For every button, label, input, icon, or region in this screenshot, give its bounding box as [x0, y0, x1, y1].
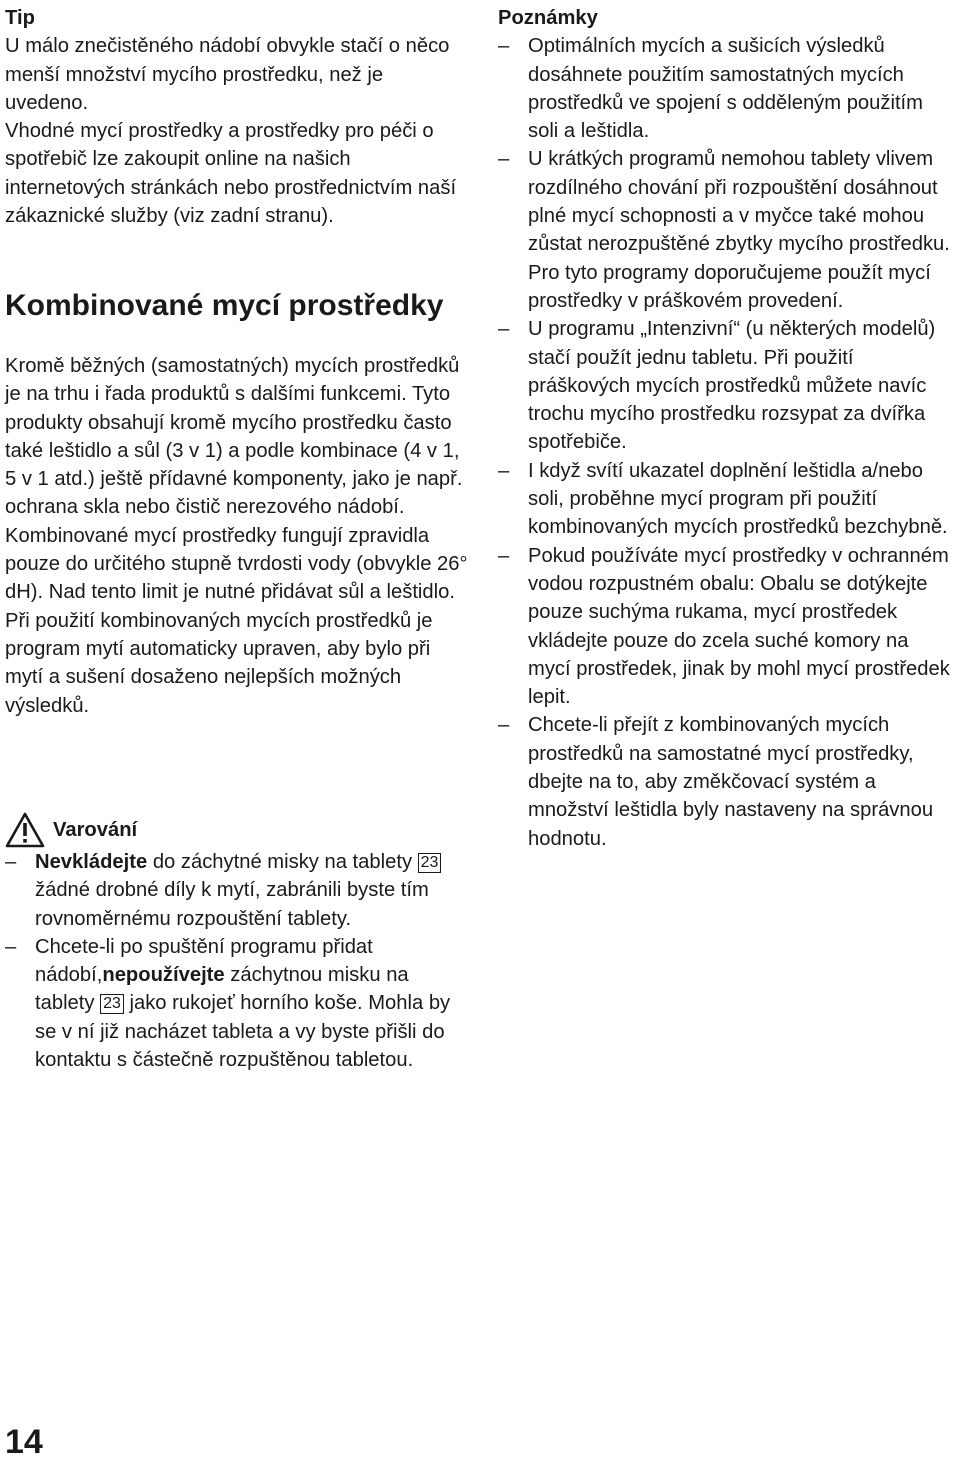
dash-bullet: – [498, 544, 510, 567]
warning-title: Varování [53, 818, 138, 841]
notes-text: I když svítí ukazatel doplnění leštidla a/nebo soli, proběhne mycí program při použití kombinovaných mycích prostředků bezchybně. [528, 459, 948, 539]
notes-text: Pokud používáte mycí prostředky v ochranném vodou rozpustném obalu: Obalu se dotýkejte pouze suchýma rukama, mycí prostředek vkládejte pouze do zcela suché komory na mycí prostředek, jinak by mohl mycí prostředek lepit. [528, 544, 950, 709]
notes-text: U programu „Intenzivní“ (u některých modelů) stačí použít jednu tabletu. Při použití práškových mycích prostředků můžete navíc trochu mycího prostředku rozsypat za dvířka spotřebiče. [528, 318, 936, 454]
warning-triangle-icon [5, 812, 45, 848]
section-heading: Kombinované mycí prostředky [5, 289, 444, 322]
warning-bold-text: nepoužívejte [102, 964, 225, 987]
notes-item [498, 315, 956, 456]
notes-item [498, 457, 956, 542]
dash-bullet: – [498, 318, 510, 341]
dash-bullet: – [5, 851, 17, 873]
notes-text: Chcete-li přejít z kombinovaných mycích prostředků na samostatné mycí prostředky, dbejte na to, aby změkčovací systém a množství leštidla byly nastaveny na správnou hodnotu. [528, 714, 934, 850]
warning-text: záchytnou misku na tablety [35, 964, 409, 1015]
notes-text: U krátkých programů nemohou tablety vlivem rozdílného chování při rozpouštění dosáhnout plné mycí schopnosti a v myčce také mohou zůstat nerozpuštěné zbytky mycího prostředku. Pro tyto programy doporučujeme použít mycí prostředky v práškovém provedení. [528, 148, 950, 312]
section-body-2: Při použití kombinovaných mycích prostředků je program mytí automaticky upraven, aby bylo při mytí a sušení dosaženo nejlepších možných výsledků. [5, 609, 433, 717]
page-number: 14 [5, 1423, 43, 1461]
notes-item [498, 145, 956, 315]
dash-bullet: – [498, 35, 510, 58]
warning-item [5, 848, 470, 933]
notes-item [498, 542, 956, 712]
tip-label: Tip [5, 7, 35, 29]
warning-item [5, 933, 470, 1074]
section-body-block [5, 352, 470, 720]
warning-text: Chcete-li po spuštění programu přidat nádobí, [35, 935, 373, 987]
warning-title-row [5, 812, 470, 848]
left-column [5, 4, 470, 230]
dash-bullet: – [498, 714, 510, 737]
dash-bullet: – [498, 459, 510, 482]
warning-bold-text: Nevkládejte [35, 851, 148, 873]
warning-text: do záchytné misky na tablety [147, 851, 418, 873]
warning-block [5, 812, 470, 1074]
tip-text: U málo znečistěného nádobí obvykle stačí o něco menší množství mycího prostředku, než je uvedeno. Vhodné mycí prostředky a prostředky pro péči o spotřebič lze zakoupit online na našich internetových stránkách nebo prostřednictvím naší zákaznické služby (viz zadní stranu). [5, 35, 457, 228]
notes-item [498, 711, 956, 852]
notes-label: Poznámky [498, 7, 598, 29]
notes-text: Optimálních mycích a sušicích výsledků dosáhnete použitím samostatných mycích prostředků ve spojení s odděleným použitím soli a leštidla. [528, 35, 923, 143]
part-reference-23: 23 [418, 853, 442, 873]
right-column [498, 4, 956, 853]
section-body: Kromě běžných (samostatných) mycích prostředků je na trhu i řada produktů s dalšími funkcemi. Tyto produkty obsahují kromě mycího prostředku často také leštidlo a sůl (3 v 1) a podle kombinace (4 v 1, 5 v 1 atd.) ještě přídavné komponenty, jako je např. ochrana skla nebo čistič nerezového nádobí. Kombinované mycí prostředky fungují zpravidla pouze do určitého stupně tvrdosti vody (obvykle 26° dH). Nad tento limit je nutné přidávat sůl a leštidlo. [5, 355, 468, 604]
notes-item [498, 32, 956, 145]
dash-bullet: – [5, 935, 17, 958]
dash-bullet: – [498, 148, 510, 171]
warning-text: jako rukojeť horního koše. Mohla by se v ní již nacházet tableta a vy byste přišli do kontaktu s částečně rozpuštěnou tabletou. [35, 992, 451, 1072]
part-reference-23: 23 [100, 994, 124, 1014]
warning-text: žádné drobné díly k mytí, zabránili byste tím rovnoměrnému rozpouštění tablety. [35, 879, 429, 930]
